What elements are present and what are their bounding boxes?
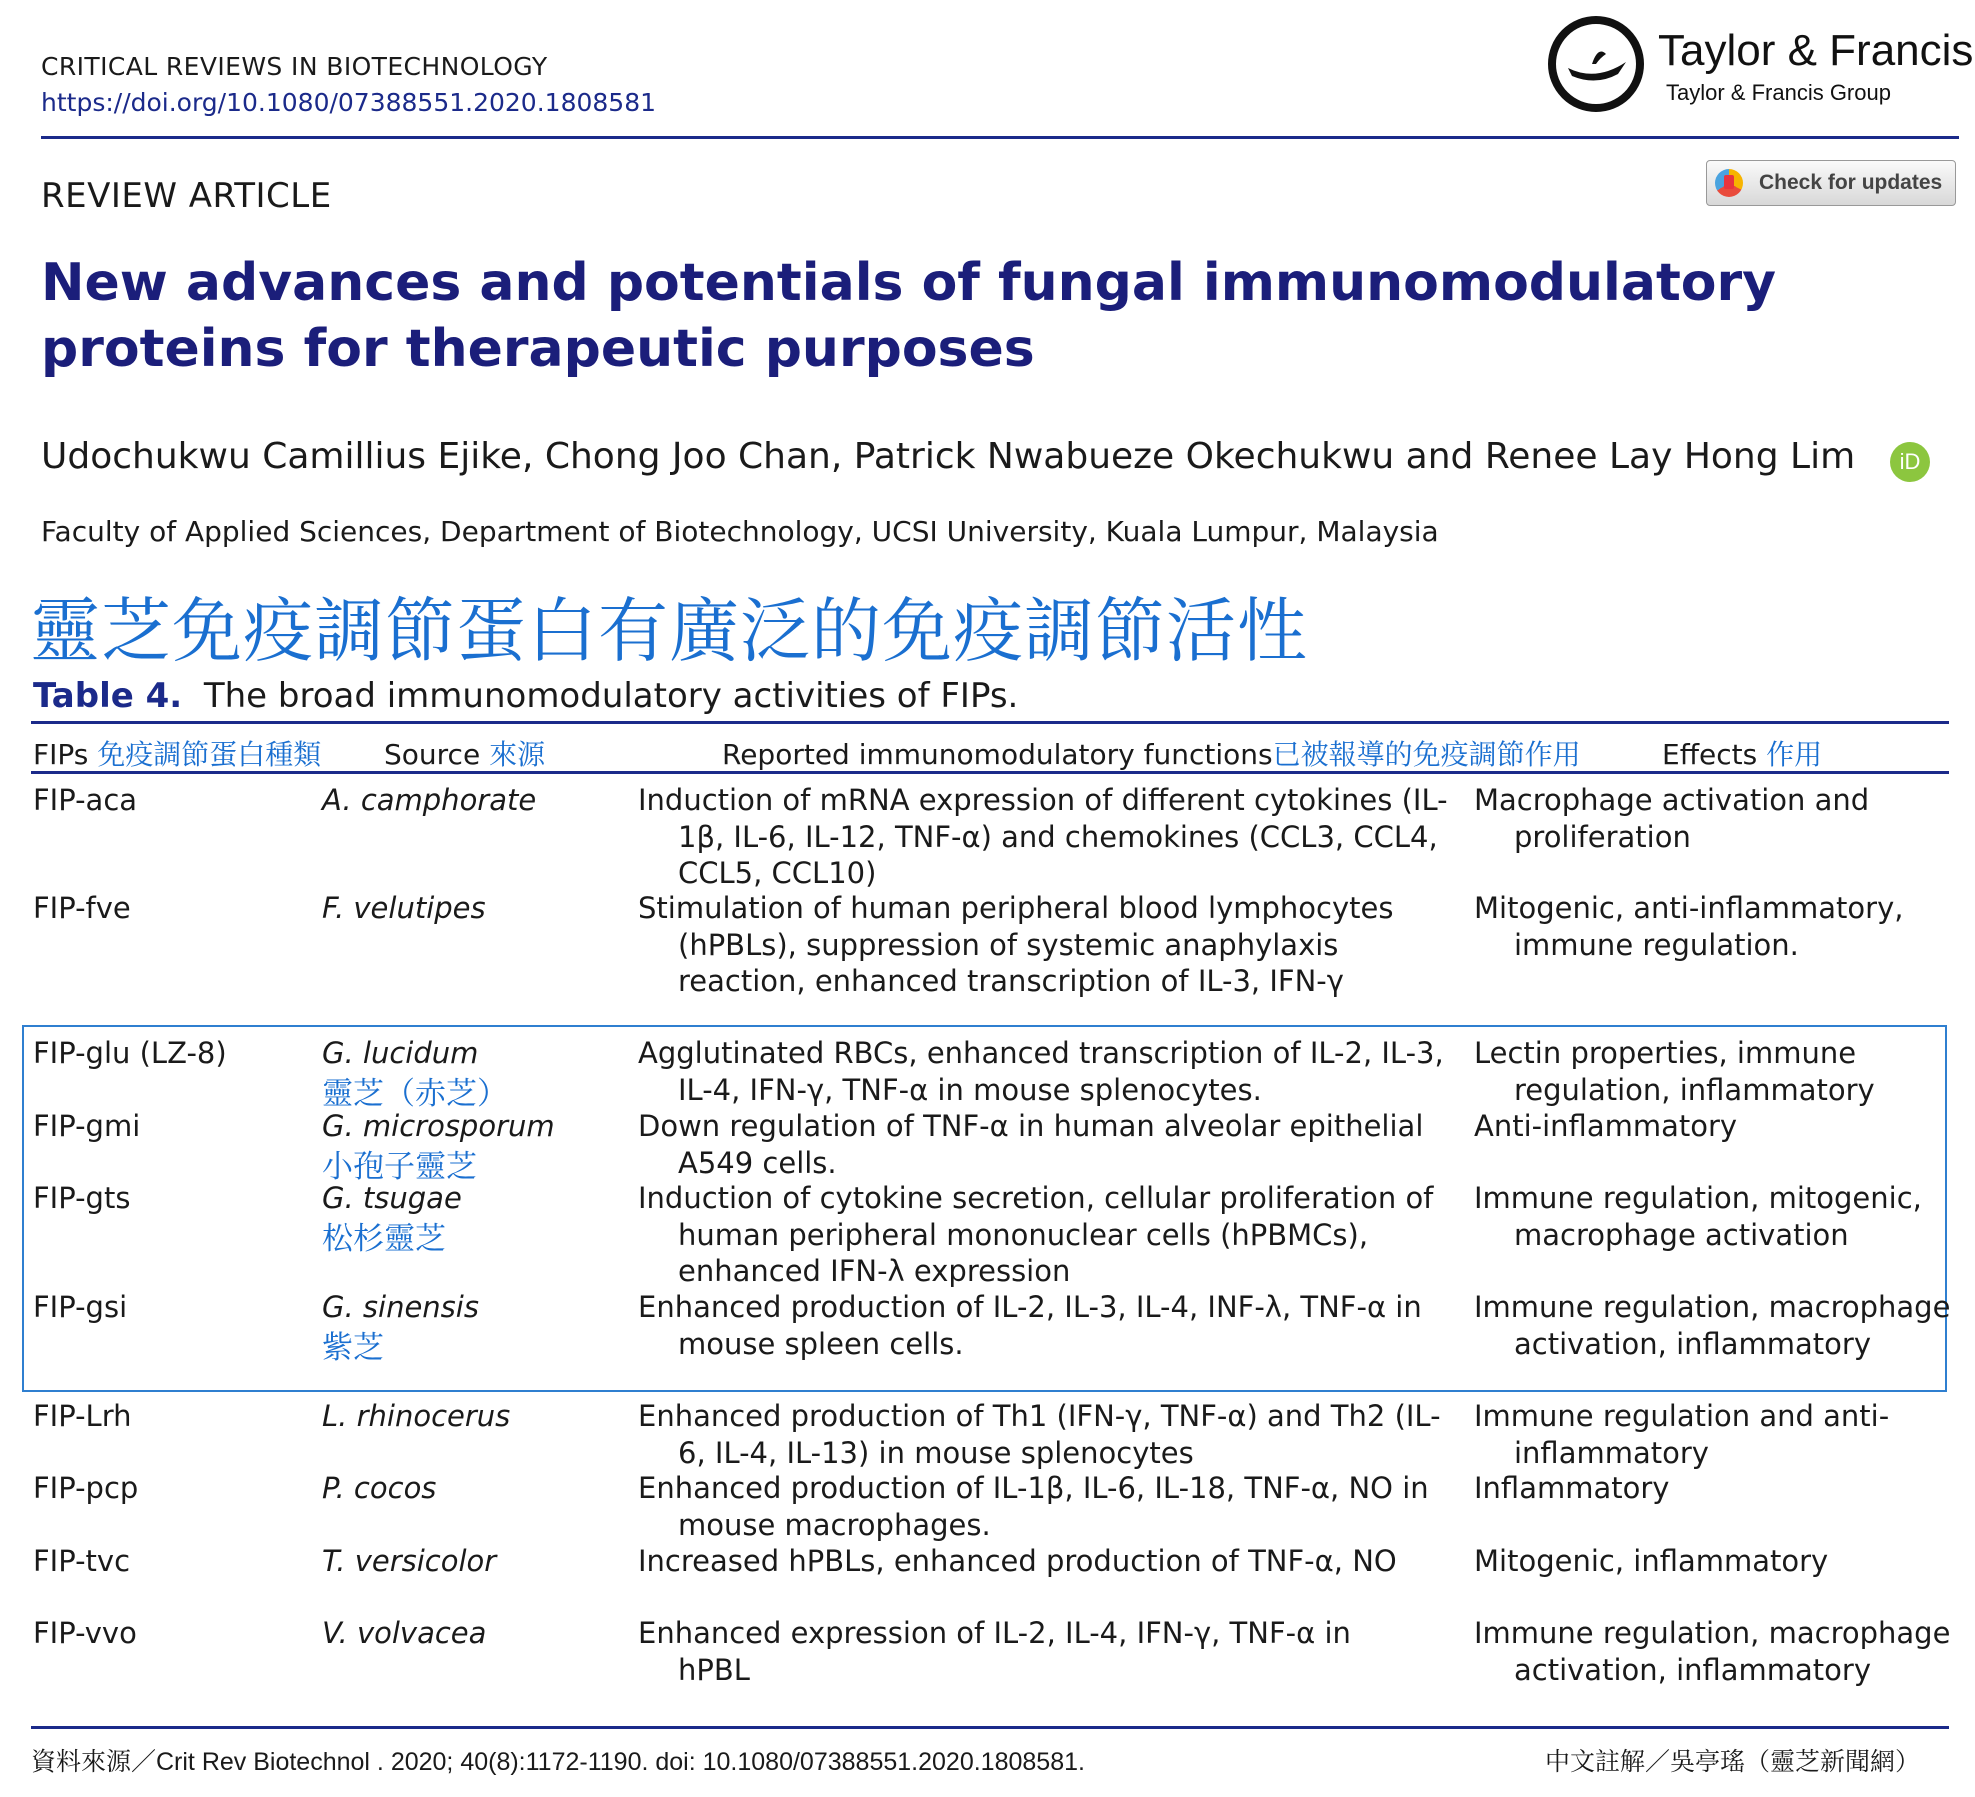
row-source-zh: 紫芝 [322, 1330, 384, 1366]
row-effects: Lectin properties, immune regulation, inflammatory [1474, 1036, 1875, 1107]
row-source: G. lucidum [322, 1036, 479, 1070]
chinese-annotation-title: 靈芝免疫調節蛋白有廣泛的免疫調節活性 [30, 590, 1308, 672]
row-functions: Increased hPBLs, enhanced production of TNF-α, NO [638, 1544, 1397, 1578]
row-source: G. sinensis [322, 1290, 479, 1324]
row-functions: Stimulation of human peripheral blood lymphocytes (hPBLs), suppression of systemic anaphylaxis reaction, enhanced transcription of IL-3, IFN-γ [638, 891, 1394, 998]
row-fip: FIP-gmi [33, 1109, 141, 1143]
row-effects: Immune regulation, mitogenic, macrophage activation [1474, 1181, 1922, 1252]
source-citation: 資料來源／Crit Rev Biotechnol . 2020; 40(8):1172-1190. doi: 10.1080/07388551.2020.1808581. [31, 1748, 1085, 1776]
row-functions: Induction of mRNA expression of different cytokines (IL-1β, IL-6, IL-12, TNF-α) and chemokines (CCL3, CCL4, CCL5, CCL10) [638, 783, 1448, 890]
publisher-group: Taylor & Francis Group [1666, 80, 1891, 105]
row-fip: FIP-tvc [33, 1544, 131, 1578]
row-fip: FIP-glu (LZ-8) [33, 1036, 227, 1070]
column-header-source: Source 來源 [384, 738, 546, 771]
column-header-fips: FIPs 免疫調節蛋白種類 [33, 738, 322, 771]
row-source: G. tsugae [322, 1181, 462, 1215]
row-fip: FIP-fve [33, 891, 131, 925]
table-bottom-rule [31, 1726, 1949, 1729]
check-updates-button[interactable] [1706, 160, 1956, 206]
row-functions: Induction of cytokine secretion, cellular proliferation of human peripheral mononuclear cells (hPBMCs), enhanced IFN-λ expression [638, 1181, 1434, 1288]
table-top-rule [31, 721, 1949, 724]
row-source: A. camphorate [322, 783, 537, 817]
affiliation: Faculty of Applied Sciences, Department of Biotechnology, UCSI University, Kuala Lumpur, Malaysia [41, 515, 1439, 548]
row-effects: Inflammatory [1474, 1471, 1670, 1505]
column-header-effects: Effects 作用 [1662, 738, 1823, 771]
journal-name: CRITICAL REVIEWS IN BIOTECHNOLOGY [41, 52, 548, 81]
table-caption [33, 676, 1018, 716]
check-updates-label: Check for updates [1759, 171, 1943, 194]
row-fip: FIP-gsi [33, 1290, 128, 1324]
row-effects: Immune regulation and anti-inflammatory [1474, 1399, 1890, 1470]
publisher-name: Taylor & Francis [1658, 26, 1974, 75]
publisher-logo [1548, 16, 1974, 126]
article-title: New advances and potentials of fungal immunomodulatory proteins for therapeutic purposes [41, 253, 1777, 379]
table-caption-text: The broad immunomodulatory activities of FIPs. [203, 676, 1019, 716]
row-functions: Agglutinated RBCs, enhanced transcription of IL-2, IL-3, IL-4, IFN-γ, TNF-α in mouse splenocytes. [638, 1036, 1444, 1107]
doi-link[interactable]: https://doi.org/10.1080/07388551.2020.1808581 [41, 88, 657, 117]
row-effects: Mitogenic, inflammatory [1474, 1544, 1829, 1578]
row-functions: Down regulation of TNF-α in human alveolar epithelial A549 cells. [638, 1109, 1424, 1180]
row-source-zh: 小孢子靈芝 [322, 1149, 477, 1185]
row-source: T. versicolor [322, 1544, 497, 1578]
row-fip: FIP-gts [33, 1181, 131, 1215]
row-effects: Mitogenic, anti-inflammatory, immune regulation. [1474, 891, 1904, 962]
row-source: G. microsporum [322, 1109, 555, 1143]
column-header-functions: Reported immunomodulatory functions已被報導的免疫調節作用 [722, 738, 1581, 771]
row-effects: Immune regulation, macrophage activation, inflammatory [1474, 1290, 1951, 1361]
row-effects: Macrophage activation and proliferation [1474, 783, 1870, 854]
table-header-rule [31, 771, 1949, 774]
orcid-icon[interactable]: iD [1890, 442, 1930, 482]
row-fip: FIP-vvo [33, 1616, 137, 1650]
row-source: L. rhinocerus [322, 1399, 511, 1433]
row-source: V. volvacea [322, 1616, 487, 1650]
crossmark-icon [1715, 169, 1743, 197]
row-source-zh: 靈芝（赤芝） [322, 1076, 508, 1112]
row-functions: Enhanced production of IL-2, IL-3, IL-4, INF-λ, TNF-α in mouse spleen cells. [638, 1290, 1422, 1361]
row-effects: Immune regulation, macrophage activation, inflammatory [1474, 1616, 1951, 1687]
row-fip: FIP-pcp [33, 1471, 139, 1505]
row-fip: FIP-Lrh [33, 1399, 132, 1433]
row-source-zh: 松杉靈芝 [322, 1221, 446, 1257]
row-source: P. cocos [322, 1471, 437, 1505]
row-functions: Enhanced production of IL-1β, IL-6, IL-18, TNF-α, NO in mouse macrophages. [638, 1471, 1429, 1542]
row-fip: FIP-aca [33, 783, 138, 817]
table-caption-label: Table 4. [33, 676, 183, 716]
row-source: F. velutipes [322, 891, 486, 925]
annotation-credit: 中文註解／吳亭瑤（靈芝新聞網） [1545, 1748, 1921, 1776]
lamp-logo-icon [1548, 16, 1644, 112]
author-list: Udochukwu Camillius Ejike, Chong Joo Chan, Patrick Nwabueze Okechukwu and Renee Lay Hong Lim [41, 436, 1856, 477]
header-rule [41, 136, 1959, 139]
row-effects: Anti-inflammatory [1474, 1109, 1738, 1143]
row-functions: Enhanced expression of IL-2, IL-4, IFN-γ, TNF-α in hPBL [638, 1616, 1351, 1687]
article-type: REVIEW ARTICLE [41, 176, 332, 216]
row-functions: Enhanced production of Th1 (IFN-γ, TNF-α) and Th2 (IL-6, IL-4, IL-13) in mouse splenocytes [638, 1399, 1441, 1470]
